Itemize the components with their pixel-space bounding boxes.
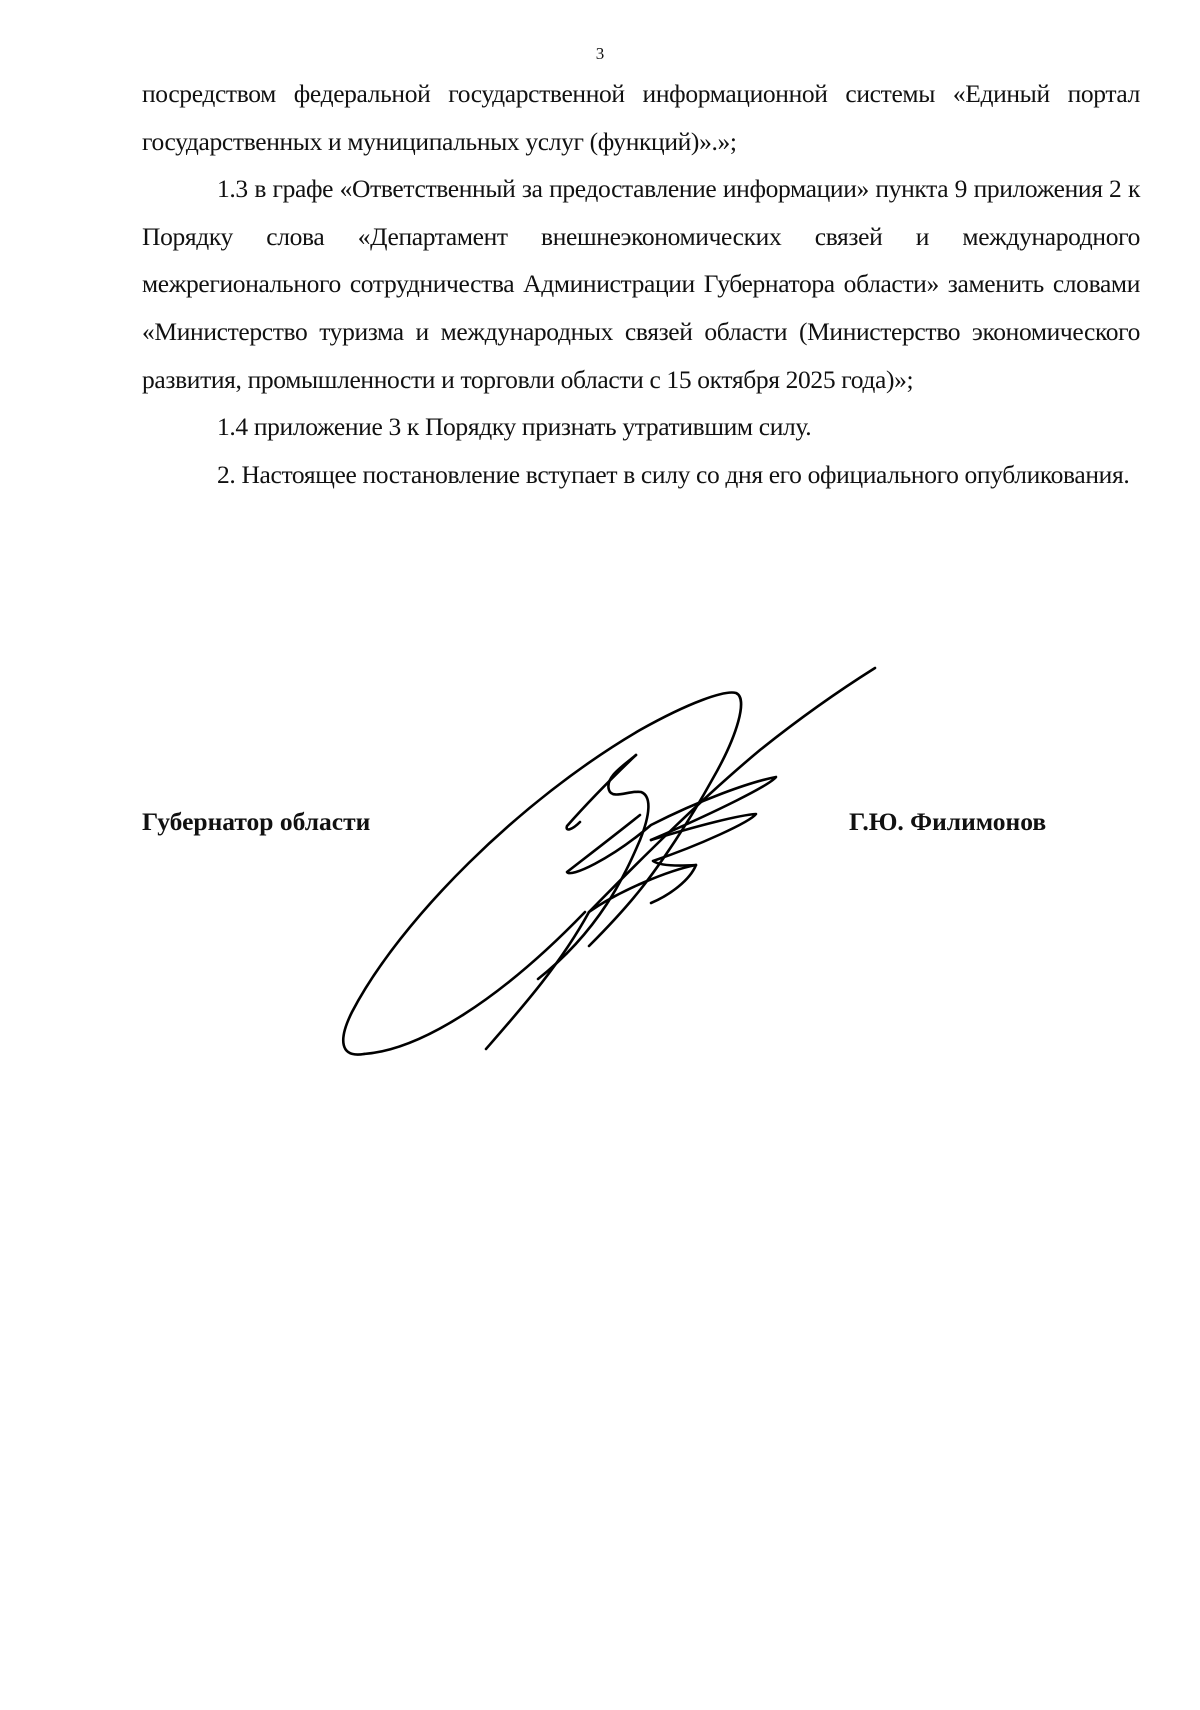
signature-block (142, 806, 1140, 846)
signer-name: Г.Ю. Филимонов (849, 807, 1047, 836)
paragraph-continuation: посредством федеральной государственной информационной системы «Единый портал государственных и муниципальных услуг (функций)».»; (142, 79, 1140, 156)
signer-title: Губернатор области (142, 807, 371, 836)
document-body (142, 70, 1140, 498)
paragraph-item-2: 2. Настоящее постановление вступает в силу со дня его официального опубликования. (217, 459, 1130, 489)
paragraph-item-1-3: 1.3 в графе «Ответственный за предоставление информации» пункта 9 приложения 2 к Порядку слова «Департамент внешнеэкономических связей и международного межрегионального сотрудничества Администрации Губернатора области» заменить словами «Министерство туризма и международных связей области (Министерство экономического развития, промышленности и торговли области с 15 октября 2025 года)»; (142, 174, 1140, 394)
paragraph-item-1-4: 1.4 приложение 3 к Порядку признать утратившим силу. (217, 412, 812, 442)
page-number: 3 (595, 44, 605, 63)
